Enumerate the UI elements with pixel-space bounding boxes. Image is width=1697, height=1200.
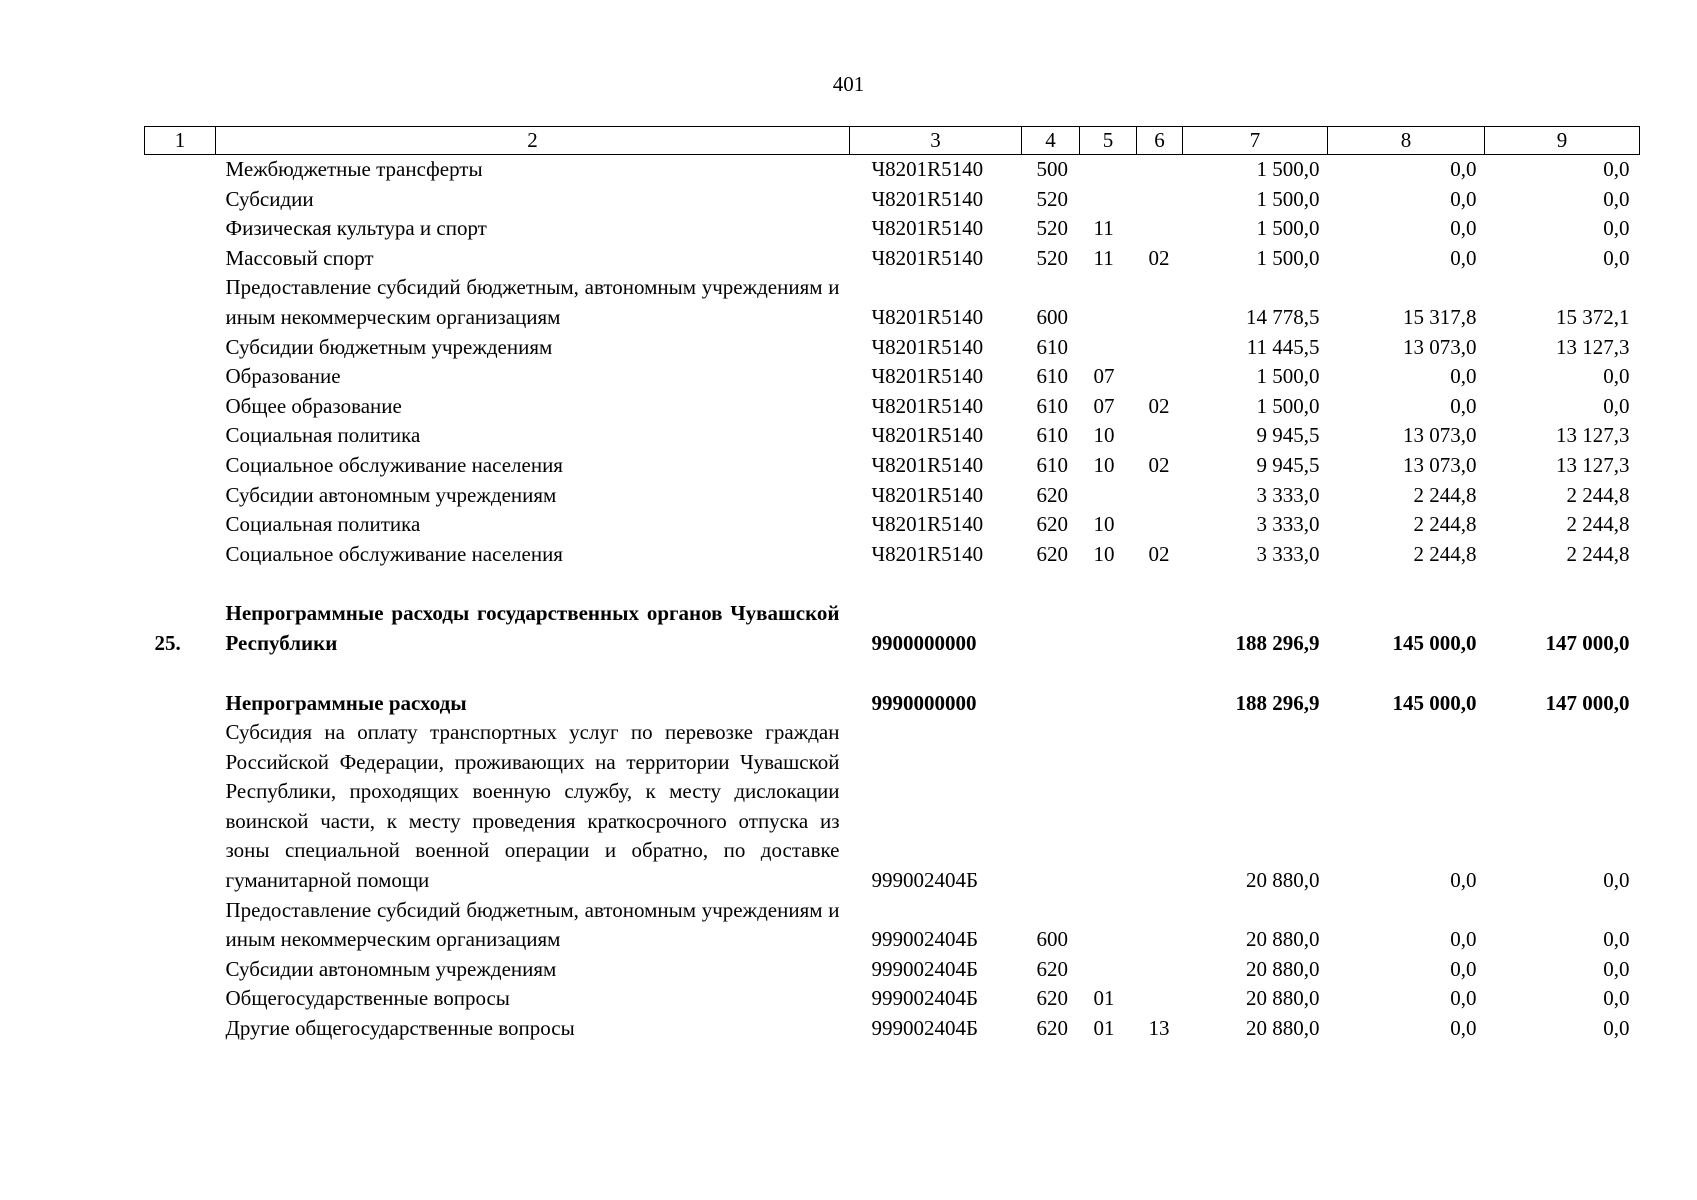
amount-col-9: 0,0: [1603, 956, 1630, 981]
spacer-cell: [145, 659, 1640, 689]
row-number: [145, 273, 216, 332]
expense-type: 600: [1036, 304, 1068, 329]
section-code: [1080, 896, 1137, 955]
table-row: [145, 333, 1640, 363]
amount-col-8: 0,0: [1450, 868, 1477, 893]
amount-col-9: 15 372,1: [1556, 304, 1630, 329]
section-code: [1080, 273, 1137, 332]
amount-col-9: 0,0: [1603, 393, 1630, 418]
amount-col-7: 1 500,0: [1256, 157, 1320, 181]
item-name: Общее образование: [225, 393, 402, 418]
section-code: [1080, 185, 1137, 215]
amount-col-9: 0,0: [1603, 868, 1630, 893]
table-row: [145, 1014, 1640, 1044]
header-col-2: 2: [216, 127, 850, 155]
expense-type: 610: [1036, 452, 1068, 477]
expense-type: 500: [1036, 157, 1068, 181]
subsection-code: [1137, 333, 1183, 363]
table-row: [145, 896, 1640, 955]
target-code: Ч8201R5140: [871, 512, 984, 537]
amount-col-8: 13 073,0: [1403, 452, 1477, 477]
expense-type: 520: [1036, 216, 1068, 241]
target-code: Ч8201R5140: [871, 541, 984, 566]
header-col-6: 6: [1137, 127, 1183, 155]
amount-col-9: 13 127,3: [1556, 334, 1630, 359]
amount-col-8: 2 244,8: [1413, 512, 1477, 537]
section-code: 01: [1093, 1016, 1115, 1041]
section-code: 01: [1093, 986, 1115, 1011]
table-row: [145, 362, 1640, 392]
amount-col-8: 13 073,0: [1403, 423, 1477, 448]
amount-col-7: 20 880,0: [1246, 868, 1320, 893]
item-name: Социальная политика: [225, 423, 421, 448]
amount-col-8: 0,0: [1450, 927, 1477, 952]
item-name: Предоставление субсидий бюджетным, автономным учреждениям и иным некоммерческим организациям: [225, 897, 840, 952]
section-code: [1080, 155, 1137, 185]
item-name: Социальная политика: [225, 512, 421, 537]
row-number: [145, 718, 216, 896]
expense-type: 620: [1036, 956, 1068, 981]
row-number: [145, 984, 216, 1014]
expense-type: [1022, 689, 1080, 719]
amount-col-7: 188 296,9: [1235, 690, 1320, 715]
amount-col-9: 0,0: [1603, 245, 1630, 270]
amount-col-7: 3 333,0: [1256, 541, 1320, 566]
amount-col-8: 145 000,0: [1392, 630, 1477, 655]
subsection-code: [1137, 689, 1183, 719]
target-code: Ч8201R5140: [871, 186, 984, 211]
amount-col-9: 0,0: [1603, 927, 1630, 952]
amount-col-9: 2 244,8: [1566, 512, 1630, 537]
item-name: Межбюджетные трансферты: [225, 157, 483, 181]
item-name: Массовый спорт: [225, 245, 374, 270]
spacer-row: [145, 659, 1640, 689]
amount-col-8: 0,0: [1450, 1016, 1477, 1041]
amount-col-7: 11 445,5: [1246, 334, 1320, 359]
amount-col-9: 13 127,3: [1556, 423, 1630, 448]
row-number: [145, 185, 216, 215]
amount-col-9: 0,0: [1603, 364, 1630, 389]
amount-col-8: 2 244,8: [1413, 541, 1477, 566]
subsection-code: 02: [1148, 541, 1170, 566]
amount-col-7: 14 778,5: [1246, 304, 1320, 329]
row-number: [145, 481, 216, 511]
header-col-8: 8: [1328, 127, 1485, 155]
amount-col-7: 9 945,5: [1256, 423, 1320, 448]
amount-col-8: 2 244,8: [1413, 482, 1477, 507]
amount-col-7: 20 880,0: [1246, 1016, 1320, 1041]
section-code: 10: [1093, 541, 1115, 566]
table-row: [145, 984, 1640, 1014]
section-code: [1080, 955, 1137, 985]
item-name: Общегосударственные вопросы: [225, 986, 510, 1011]
amount-col-9: 0,0: [1603, 186, 1630, 211]
item-name: Субсидии автономным учреждениям: [225, 482, 557, 507]
subsection-code: [1137, 214, 1183, 244]
amount-col-9: 2 244,8: [1566, 541, 1630, 566]
subsection-code: 02: [1148, 245, 1170, 270]
subsection-code: 02: [1148, 393, 1170, 418]
amount-col-9: 0,0: [1603, 986, 1630, 1011]
header-col-9: 9: [1485, 127, 1640, 155]
target-code: Ч8201R5140: [871, 364, 984, 389]
subsection-code: [1137, 155, 1183, 185]
amount-col-7: 1 500,0: [1256, 364, 1320, 389]
budget-table: [144, 126, 1640, 1044]
table-row: [145, 955, 1640, 985]
amount-col-9: 2 244,8: [1566, 482, 1630, 507]
table-header-row: [145, 127, 1640, 155]
table-row: [145, 540, 1640, 570]
expense-type: 620: [1036, 512, 1068, 537]
target-code: Ч8201R5140: [871, 216, 984, 241]
target-code: Ч8201R5140: [871, 393, 984, 418]
amount-col-7: 20 880,0: [1246, 956, 1320, 981]
page-number: 401: [832, 72, 865, 96]
expense-type: 610: [1036, 334, 1068, 359]
table-row: [145, 718, 1640, 896]
expense-type: 620: [1036, 986, 1068, 1011]
table-body: [145, 155, 1640, 1044]
table-row: [145, 510, 1640, 540]
row-number: [145, 1014, 216, 1044]
item-name: Субсидии: [225, 186, 314, 211]
expense-type: 610: [1036, 364, 1068, 389]
table-row: [145, 185, 1640, 215]
table-row: [145, 273, 1640, 332]
target-code: 9990000000: [871, 690, 977, 715]
expense-type: 620: [1036, 1016, 1068, 1041]
table-row: [145, 689, 1640, 719]
expense-type: 620: [1036, 482, 1068, 507]
expense-type: [1022, 718, 1080, 896]
expense-type: 610: [1036, 423, 1068, 448]
row-number: [145, 421, 216, 451]
subsection-code: [1137, 185, 1183, 215]
section-code: [1080, 599, 1137, 658]
expense-type: 610: [1036, 393, 1068, 418]
row-number: [145, 510, 216, 540]
row-number: [145, 214, 216, 244]
amount-col-7: 9 945,5: [1256, 452, 1320, 477]
subsection-code: [1137, 955, 1183, 985]
amount-col-8: 145 000,0: [1392, 690, 1477, 715]
subsection-code: [1137, 718, 1183, 896]
row-number: [145, 689, 216, 719]
subsection-code: [1137, 481, 1183, 511]
amount-col-8: 0,0: [1450, 364, 1477, 389]
amount-col-8: 15 317,8: [1403, 304, 1477, 329]
header-col-5: 5: [1080, 127, 1137, 155]
subsection-code: [1137, 599, 1183, 658]
subsection-code: [1137, 896, 1183, 955]
item-name: Образование: [225, 364, 341, 389]
target-code: Ч8201R5140: [871, 423, 984, 448]
amount-col-9: 147 000,0: [1545, 630, 1630, 655]
section-code: 11: [1093, 216, 1114, 241]
table-row: [145, 392, 1640, 422]
subsection-code: [1137, 362, 1183, 392]
target-code: 999002404Б: [871, 1016, 979, 1041]
amount-col-7: 20 880,0: [1246, 927, 1320, 952]
header-col-1: 1: [145, 127, 216, 155]
section-code: 10: [1093, 423, 1115, 448]
amount-col-7: 1 500,0: [1256, 245, 1320, 270]
row-number: [145, 333, 216, 363]
target-code: 999002404Б: [871, 868, 979, 893]
amount-col-7: 3 333,0: [1256, 482, 1320, 507]
target-code: 999002404Б: [871, 986, 979, 1011]
item-name: Другие общегосударственные вопросы: [225, 1016, 575, 1041]
amount-col-9: 0,0: [1603, 216, 1630, 241]
row-number: [145, 540, 216, 570]
amount-col-7: 188 296,9: [1235, 630, 1320, 655]
amount-col-9: 147 000,0: [1545, 690, 1630, 715]
amount-col-9: 0,0: [1603, 1016, 1630, 1041]
amount-col-8: 0,0: [1450, 393, 1477, 418]
subsection-code: [1137, 510, 1183, 540]
amount-col-8: 0,0: [1450, 186, 1477, 211]
amount-col-8: 0,0: [1450, 986, 1477, 1011]
target-code: Ч8201R5140: [871, 452, 984, 477]
subsection-code: [1137, 421, 1183, 451]
spacer-cell: [145, 569, 1640, 599]
table-row: [145, 451, 1640, 481]
target-code: Ч8201R5140: [871, 482, 984, 507]
expense-type: 520: [1036, 186, 1068, 211]
spacer-row: [145, 569, 1640, 599]
expense-type: 520: [1036, 245, 1068, 270]
table-row: [145, 244, 1640, 274]
amount-col-9: 0,0: [1603, 157, 1630, 181]
amount-col-8: 0,0: [1450, 157, 1477, 181]
section-code: 07: [1093, 393, 1115, 418]
row-number: 25.: [154, 630, 181, 655]
subsection-code: [1137, 984, 1183, 1014]
section-code: [1080, 481, 1137, 511]
target-code: 9900000000: [871, 630, 977, 655]
row-number: [145, 392, 216, 422]
section-code: 11: [1093, 245, 1114, 270]
section-code: [1080, 333, 1137, 363]
amount-col-8: 0,0: [1450, 216, 1477, 241]
amount-col-8: 0,0: [1450, 956, 1477, 981]
table-row: [145, 214, 1640, 244]
row-number: [145, 955, 216, 985]
target-code: Ч8201R5140: [871, 304, 984, 329]
table-row: [145, 481, 1640, 511]
section-code: 10: [1093, 512, 1115, 537]
amount-col-7: 20 880,0: [1246, 986, 1320, 1011]
table-row: [145, 421, 1640, 451]
target-code: Ч8201R5140: [871, 334, 984, 359]
item-name: Социальное обслуживание населения: [225, 452, 563, 477]
subsection-code: [1137, 273, 1183, 332]
target-code: 999002404Б: [871, 927, 979, 952]
amount-col-7: 1 500,0: [1256, 186, 1320, 211]
subsection-code: 02: [1148, 452, 1170, 477]
section-code: 07: [1093, 364, 1115, 389]
row-number: [145, 244, 216, 274]
row-number: [145, 362, 216, 392]
target-code: 999002404Б: [871, 956, 979, 981]
section-code: [1080, 689, 1137, 719]
header-col-3: 3: [850, 127, 1022, 155]
header-col-7: 7: [1183, 127, 1328, 155]
expense-type: [1022, 599, 1080, 658]
amount-col-7: 1 500,0: [1256, 393, 1320, 418]
item-name: Предоставление субсидий бюджетным, автономным учреждениям и иным некоммерческим организациям: [225, 275, 840, 329]
table-row: [145, 599, 1640, 658]
amount-col-7: 3 333,0: [1256, 512, 1320, 537]
item-name: Непрограммные расходы государственных органов Чувашской Республики: [225, 601, 840, 655]
expense-type: 600: [1036, 927, 1068, 952]
target-code: Ч8201R5140: [871, 245, 984, 270]
item-name: Субсидия на оплату транспортных услуг по перевозке граждан Российской Федерации, проживающих на территории Чувашской Республики, проходящих военную службу, к месту дислокации воинской части, к месту проведения краткосрочного отпуска из зоны специальной военной операции и обратно, по доставке гуманитарной помощи: [225, 720, 840, 893]
header-col-4: 4: [1022, 127, 1080, 155]
section-code: [1080, 718, 1137, 896]
table-row: [145, 155, 1640, 185]
target-code: Ч8201R5140: [871, 157, 984, 181]
amount-col-8: 0,0: [1450, 245, 1477, 270]
expense-type: 620: [1036, 541, 1068, 566]
amount-col-8: 13 073,0: [1403, 334, 1477, 359]
row-number: [145, 896, 216, 955]
subsection-code: 13: [1148, 1016, 1170, 1041]
item-name: Непрограммные расходы: [225, 690, 467, 715]
amount-col-7: 1 500,0: [1256, 216, 1320, 241]
item-name: Социальное обслуживание населения: [225, 541, 563, 566]
item-name: Субсидии автономным учреждениям: [225, 956, 557, 981]
section-code: 10: [1093, 452, 1115, 477]
amount-col-9: 13 127,3: [1556, 452, 1630, 477]
item-name: Физическая культура и спорт: [225, 216, 487, 241]
row-number: [145, 155, 216, 185]
row-number: [145, 451, 216, 481]
item-name: Субсидии бюджетным учреждениям: [225, 334, 553, 359]
